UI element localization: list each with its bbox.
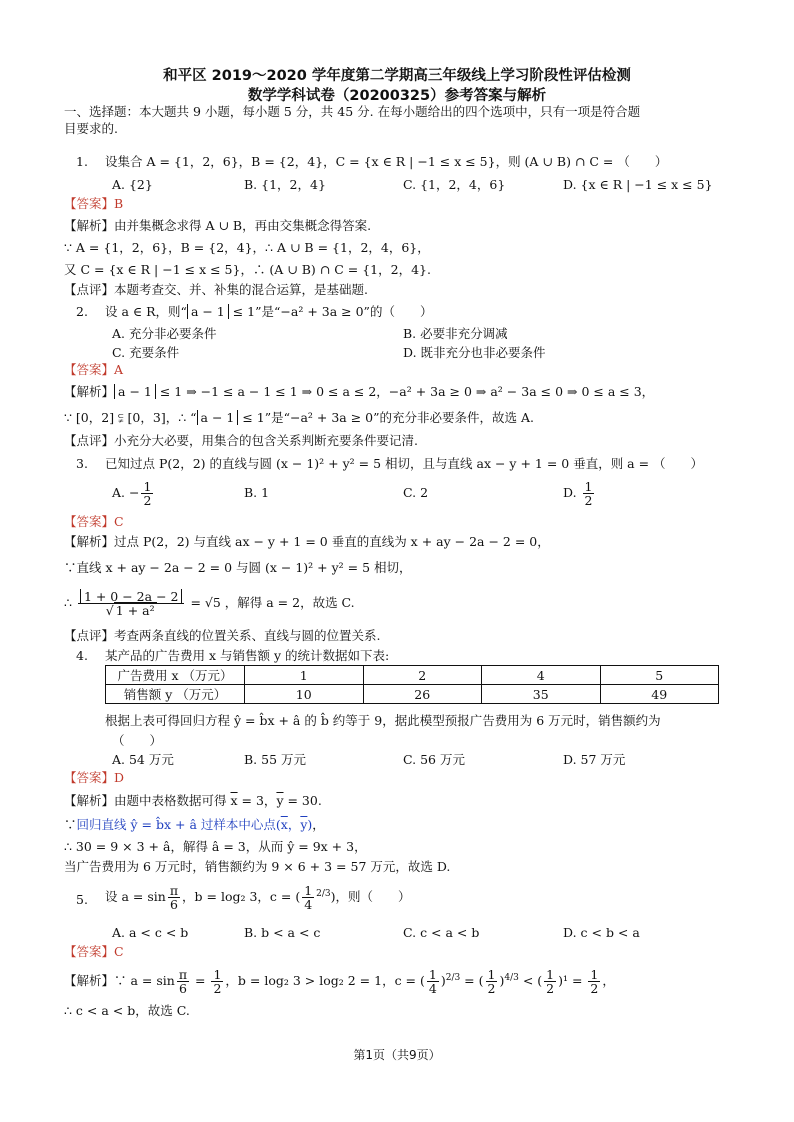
q3-stem: 已知过点 P(2，2) 的直线与圆 (x − 1)² + y² = 5 相切，且与直线 ax − y + 1 = 0 垂直，则 a = （ ） [105,456,704,471]
q1-stem: 设集合 A = {1，2，6}，B = {2，4}，C = {x ∈ R | −1 ≤ x ≤ 5}，则 (A ∪ B) ∩ C = （ ） [105,154,668,169]
explanation-tag: 【解析】 [64,534,115,549]
q2-review: 【点评】小充分大必要，用集合的包含关系判断充要条件要记清. [64,433,418,448]
explanation-tag: 【解析】 [64,973,115,988]
q3-explanation-line3: ∴ $\frac{1 + 0 - 2a - 2}{\text{√ 1 + a²}}$ = √5 ，解得 a = 2，故选 C. [64,589,355,618]
fraction: $\frac{1}{2}$ [213,967,222,996]
q1-option-b: B. {1，2，4} [244,177,326,192]
q2-option-a: A. 充分非必要条件 [112,326,217,341]
answer-tag: 【答案】 [64,196,115,211]
q2-number: 2. [76,304,88,319]
q3-option-d: D. $\frac{1}{2}$ [563,479,593,508]
q2-answer [64,362,123,378]
answer-tag: 【答案】 [64,770,115,785]
q5-option-d: D. c < b < a [563,925,640,940]
answer-tag: 【答案】 [64,362,115,377]
table-header-cell: 销售额 y （万元） [106,685,245,704]
fraction: $\frac{\pi}{6}$ [178,967,188,996]
q3-option-b: B. 1 [244,485,270,500]
q1-answer [64,196,123,212]
table-cell: 35 [482,685,601,704]
q4-option-c: C. 56 万元 [403,752,465,767]
q4-option-d: D. 57 万元 [563,752,626,767]
q3-explanation: 【解析】过点 P(2，2) 与直线 ax − y + 1 = 0 垂直的直线为 x + ay − 2a − 2 = 0， [64,534,550,549]
q1-explanation-line2: ∵ A = {1，2，6}，B = {2，4}，∴ A ∪ B = {1，2，4，6}， [64,240,430,255]
review-tag: 【点评】 [64,282,115,297]
q2-explanation-line2: ∵ [0，2] ⫋ [0，3]，∴ “ a − 1 ≤ 1”是“−a² + 3a ≥ 0”的充分非必要条件，故选 A. [64,410,534,425]
q4-explanation: 【解析】由题中表格数据可得 $\overline{x} = 3$，$\overline{y} = 30$. [64,793,322,808]
q4-explanation-line4: 当广告费用为 6 万元时，销售额约为 9 × 6 + 3 = 57 万元，故选 D. [64,859,451,874]
explanation-tag: 【解析】 [64,384,115,399]
q1-explanation-line3: 又 C = {x ∈ R | −1 ≤ x ≤ 5}，∴ (A ∪ B) ∩ C = {1，2，4}. [64,262,431,277]
q5-option-a: A. a < c < b [112,925,189,940]
q2-option-b: B. 必要非充分调减 [403,326,508,341]
table-cell: 1 [245,666,364,685]
explanation-tag: 【解析】 [64,218,115,233]
q1-review: 【点评】本题考查交、并、补集的混合运算，是基础题. [64,282,368,297]
q3-number: 3. [76,456,88,471]
q5-explanation-line2: ∴ c < a < b，故选 C. [64,1003,190,1018]
table-header-cell: 广告费用 x （万元） [106,666,245,685]
fraction: $\frac{1}{2}$ [584,479,593,508]
fraction: $\frac{1}{4}$ [304,883,313,912]
section-intro-cont: 目要求的. [64,121,118,136]
review-tag: 【点评】 [64,433,115,448]
fraction: $\frac{1}{2}$ [546,967,555,996]
q2-explanation: 【解析】 a − 1 ≤ 1 ⇒ −1 ≤ a − 1 ≤ 1 ⇒ 0 ≤ a ≤ 2，−a² + 3a ≥ 0 ⇒ a² − 3a ≤ 0 ⇒ 0 ≤ a ≤ 3， [64,384,655,399]
q5-stem: 设 a = sin $\frac{\pi}{6}$ ，b = log₂ 3，c = ( $\frac{1}{4}$ $^{2/3}$)，则（ ） [105,883,411,912]
q1-option-d: D. {x ∈ R | −1 ≤ x ≤ 5} [563,177,713,192]
table-cell: 5 [600,666,719,685]
table-row [106,666,719,685]
q5-number: 5. [76,892,88,907]
q3-option-c: C. 2 [403,485,429,500]
q4-paren: （ ） [112,733,163,748]
q4-stem-continued: 根据上表可得回归方程 ŷ = b̂x + â 的 b̂ 约等于 9，据此模型预报广告费用为 6 万元时，销售额约为 [105,713,661,728]
exam-title: 和平区 2019～2020 学年度第二学期高三年级线上学习阶段性评估检测 [163,68,631,84]
table-row [106,685,719,704]
q4-number: 4. [76,648,88,663]
q1-option-a: A. {2} [112,177,153,192]
page-footer: 第1页（共9页） [353,1048,441,1062]
answer-value: C [114,514,124,529]
answer-tag: 【答案】 [64,514,115,529]
fraction: $\frac{1}{2}$ [143,479,152,508]
q4-explanation-line2: ∵回归直线 ŷ = b̂x + â 过样本中心点($\overline{x}$，$\overline{y}$)， [64,817,325,832]
q2-stem: 设 a ∈ R，则“ a − 1 ≤ 1”是“−a² + 3a ≥ 0”的（ ） [105,304,433,319]
fraction: $\frac{1}{4}$ [428,967,437,996]
q2-option-d: D. 既非充分也非必要条件 [403,345,546,360]
q4-answer [64,770,124,786]
answer-value: A [114,362,124,377]
q4-option-b: B. 55 万元 [244,752,307,767]
answer-tag: 【答案】 [64,944,115,959]
q4-option-a: A. 54 万元 [112,752,174,767]
q3-option-a: A. − $\frac{1}{2}$ [112,479,152,508]
fraction: $\frac{\pi}{6}$ [169,883,179,912]
explanation-tag: 【解析】 [64,793,115,808]
answer-value: D [114,770,125,785]
q3-explanation-line2: ∵直线 x + ay − 2a − 2 = 0 与圆 (x − 1)² + y² = 5 相切， [64,560,412,575]
answer-value: C [114,944,124,959]
exam-subtitle: 数学学科试卷（20200325）参考答案与解析 [247,88,547,104]
fraction: $\frac{1}{2}$ [487,967,496,996]
q1-option-c: C. {1，2，4，6} [403,177,506,192]
table-cell: 2 [363,666,482,685]
fraction: $\frac{1}{2}$ [590,967,599,996]
q1-explanation: 【解析】由并集概念求得 A ∪ B，再由交集概念得答案. [64,218,372,233]
distance-fraction: $\frac{1 + 0 - 2a - 2}{\text{√ 1 + a²}}$ [78,590,185,617]
table-cell: 10 [245,685,364,704]
section-intro: 一、选择题：本大题共 9 小题，每小题 5 分，共 45 分. 在每小题给出的四个选项中，只有一项是符合题 [64,104,641,119]
q5-option-c: C. c < a < b [403,925,480,940]
q2-option-c: C. 充要条件 [112,345,180,360]
table-cell: 26 [363,685,482,704]
table-cell: 49 [600,685,719,704]
q1-number: 1. [76,154,88,169]
answer-value: B [114,196,124,211]
q5-option-b: B. b < a < c [244,925,321,940]
q3-answer [64,514,124,530]
q4-stem: 某产品的广告费用 x 与销售额 y 的统计数据如下表: [105,648,390,663]
q5-answer [64,944,124,960]
q4-explanation-line3: ∴ 30 = 9 × 3 + â，解得 â = 3，从而 ŷ = 9x + 3， [64,839,367,854]
q3-review: 【点评】考查两条直线的位置关系、直线与圆的位置关系. [64,628,381,643]
table-cell: 4 [482,666,601,685]
review-tag: 【点评】 [64,628,115,643]
q4-data-table [105,665,719,704]
q5-explanation: 【解析】∵ a = sin $\frac{\pi}{6}$ = $\frac{1}{2}$ ，b = log₂ 3 > log₂ 2 = 1，c = ( $\frac{1}{4}$ )$^{2/3}$ = ( $\frac{1}{2}$ )$^{4/3}$ < ( $\frac{1}{2}$ )¹ = $\frac{1}{2}$ ， [64,967,615,996]
